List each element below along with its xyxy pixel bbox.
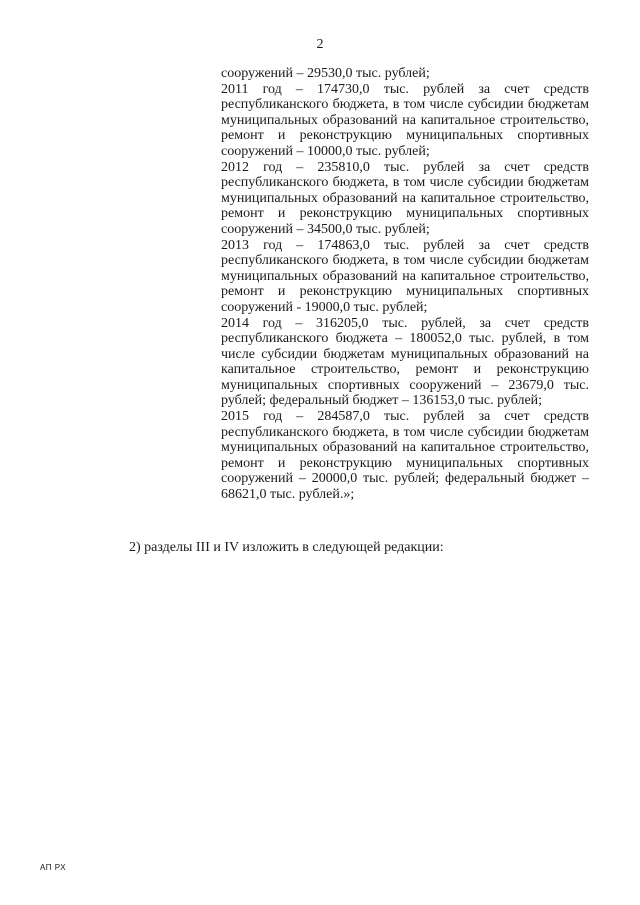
text-line: сооружений – 10000,0 тыс. рублей; — [221, 143, 430, 159]
text-line: 2012 год – 235810,0 тыс. рублей за счет средств — [221, 159, 589, 175]
text-line: 2015 год – 284587,0 тыс. рублей за счет средств — [221, 409, 589, 425]
text-line: ремонт и реконструкцию муниципальных спортивных — [221, 284, 589, 300]
text-line: 2014 год – 316205,0 тыс. рублей, за счет средств — [221, 315, 589, 331]
text-line: муниципальных образований на капитальное строительство, — [221, 268, 589, 284]
text-line: муниципальных спортивных сооружений – 23679,0 тыс. — [221, 377, 589, 393]
text-line: республиканского бюджета – 180052,0 тыс. рублей, в том — [221, 331, 589, 347]
text-line: сооружений – 34500,0 тыс. рублей; — [221, 221, 430, 237]
text-line: сооружений - 19000,0 тыс. рублей; — [221, 299, 428, 315]
text-line: муниципальных образований на капитальное строительство, — [221, 190, 589, 206]
financing-text-column — [221, 66, 589, 503]
text-line: сооружений – 20000,0 тыс. рублей; федеральный бюджет – — [221, 471, 589, 487]
text-line: республиканского бюджета, в том числе субсидии бюджетам — [221, 253, 589, 269]
section-amendment-line: 2) разделы III и IV изложить в следующей редакции: — [129, 540, 444, 555]
text-line: республиканского бюджета, в том числе субсидии бюджетам — [221, 175, 589, 191]
footer-stamp: АП РХ — [40, 863, 67, 872]
page-number: 2 — [316, 37, 324, 52]
text-line: ремонт и реконструкцию муниципальных спортивных — [221, 206, 589, 222]
text-line: ремонт и реконструкцию муниципальных спортивных — [221, 128, 589, 144]
text-line: муниципальных образований на капитальное строительство, — [221, 440, 589, 456]
text-line: рублей; федеральный бюджет – 136153,0 тыс. рублей; — [221, 393, 543, 409]
text-line: муниципальных образований на капитальное строительство, — [221, 112, 589, 128]
text-line: 2011 год – 174730,0 тыс. рублей за счет средств — [221, 81, 589, 97]
text-line: республиканского бюджета, в том числе субсидии бюджетам — [221, 424, 589, 440]
text-line: 2013 год – 174863,0 тыс. рублей за счет средств — [221, 237, 589, 253]
text-line: числе субсидии бюджетам муниципальных образований на — [221, 346, 589, 362]
text-line: республиканского бюджета, в том числе субсидии бюджетам — [221, 97, 589, 113]
text-line: капитальное строительство, ремонт и реконструкцию — [221, 362, 589, 378]
text-line: сооружений – 29530,0 тыс. рублей; — [221, 66, 430, 81]
text-line: 68621,0 тыс. рублей.»; — [221, 487, 355, 503]
text-line: ремонт и реконструкцию муниципальных спортивных — [221, 455, 589, 471]
